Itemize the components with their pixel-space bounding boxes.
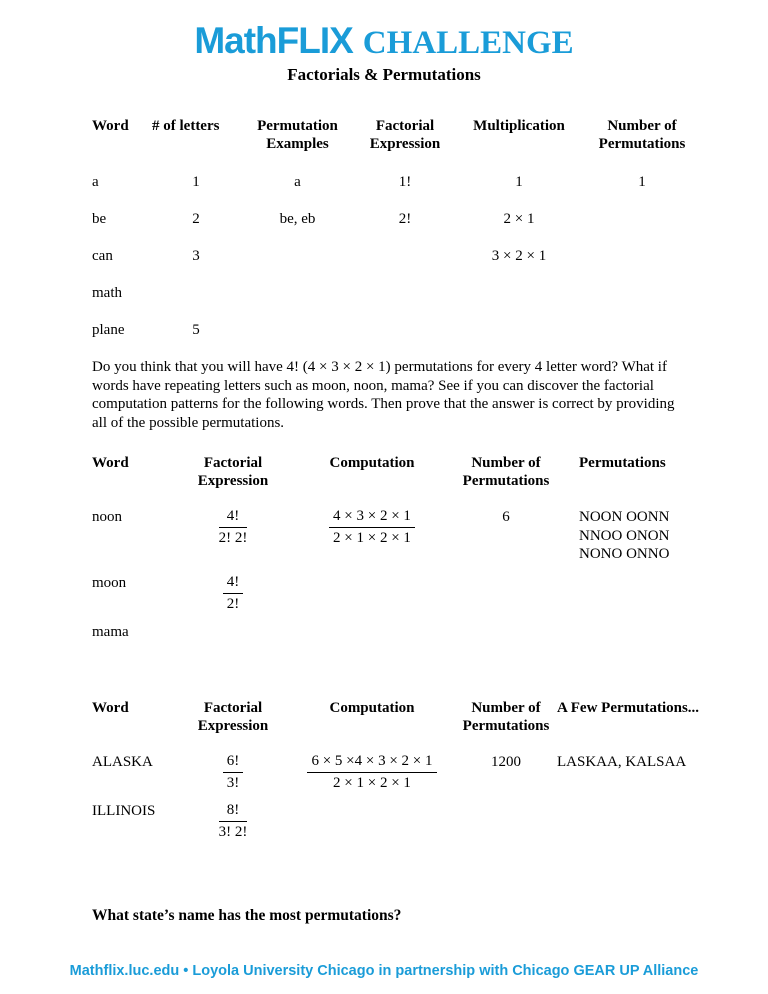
count-cell: 6: [502, 509, 510, 526]
table-cell: [583, 321, 701, 339]
column-header: # of letters: [152, 118, 220, 134]
factorial-cell: [177, 753, 289, 792]
fraction-denominator: 2!: [226, 595, 240, 612]
table-cell: [152, 284, 240, 302]
table-row: [92, 321, 768, 339]
table3: [0, 699, 768, 841]
table-row: [92, 247, 768, 265]
computation-cell: [289, 508, 455, 564]
table-row: [92, 210, 768, 228]
table-cell: a: [294, 174, 301, 190]
table-cell: [240, 321, 355, 339]
table-cell: [240, 284, 355, 302]
page-title: [0, 0, 768, 62]
permutation-line: NOON OONN: [579, 509, 670, 526]
column-header: Factorial Expression: [197, 699, 269, 734]
table2-header-row: [92, 454, 768, 490]
table-cell: 1: [638, 174, 646, 190]
count-cell: [455, 574, 557, 613]
fraction-denominator: 2 × 1 × 2 × 1: [333, 530, 411, 547]
fraction-denominator: 3!: [226, 774, 240, 791]
factorial-cell: [177, 508, 289, 564]
permutation-line: NNOO ONON: [579, 527, 670, 544]
column-header: Permutation Examples: [257, 118, 338, 152]
permutations-cell: [557, 802, 742, 841]
table-cell: 2 × 1: [503, 211, 535, 227]
table-cell: 1: [515, 174, 523, 190]
table-row: [92, 508, 768, 564]
computation-cell: [289, 623, 455, 641]
fraction-numerator: 6 × 5 ×4 × 3 × 2 × 1: [307, 753, 436, 773]
count-cell: 1200: [491, 753, 521, 770]
permutations-cell: LASKAA, KALSAA: [557, 753, 687, 770]
permutations-cell: [557, 508, 742, 564]
table-cell: a: [92, 174, 99, 190]
table-row: [92, 173, 768, 191]
fraction: [307, 753, 436, 792]
table-cell: can: [92, 248, 113, 264]
fraction: [219, 508, 248, 547]
column-header: Computation: [329, 455, 415, 472]
fraction-numerator: 4!: [219, 508, 248, 528]
footer-credit: Mathflix.luc.edu • Loyola University Chicago in partnership with Chicago GEAR UP Alliance: [69, 963, 699, 979]
table3-header-row: [92, 699, 768, 735]
table-row: [92, 753, 768, 792]
table-cell: 2!: [398, 211, 412, 227]
table-cell: 3: [192, 248, 200, 264]
table-cell: [355, 284, 455, 302]
table-cell: [583, 247, 701, 265]
table-cell: [455, 284, 583, 302]
table2: [0, 454, 768, 641]
table-cell: math: [92, 285, 122, 301]
computation-cell: [289, 574, 455, 613]
column-header: Word: [92, 699, 129, 716]
question-text: What state’s name has the most permutations?: [92, 906, 402, 924]
column-header: A Few Permutations...: [557, 699, 700, 716]
column-header: Number of Permutations: [462, 455, 550, 490]
table-row: [92, 623, 768, 641]
count-cell: [455, 802, 557, 841]
column-header: Word: [92, 455, 129, 472]
table-cell: [355, 321, 455, 339]
word-cell: ALASKA: [92, 753, 153, 770]
column-header: Permutations: [579, 455, 666, 472]
word-cell: ILLINOIS: [92, 802, 156, 819]
computation-cell: [289, 753, 455, 792]
factorial-cell: [177, 623, 289, 641]
table-cell: [455, 321, 583, 339]
permutations-cell: [557, 574, 742, 613]
fraction: [223, 574, 244, 613]
column-header: Computation: [329, 699, 415, 716]
factorial-cell: [177, 802, 289, 841]
count-cell: [455, 623, 557, 641]
table-cell: be, eb: [279, 211, 316, 227]
word-cell: noon: [92, 509, 122, 526]
table-cell: [583, 210, 701, 228]
fraction-denominator: 3! 2!: [218, 823, 248, 840]
permutations-cell: [557, 623, 742, 641]
table-cell: [355, 247, 455, 265]
table-row: [92, 574, 768, 613]
fraction-numerator: 4!: [223, 574, 244, 594]
word-cell: moon: [92, 574, 127, 591]
column-header: Number of Permutations: [462, 699, 550, 734]
word-cell: mama: [92, 623, 129, 640]
column-header: Factorial Expression: [197, 455, 269, 490]
page-subtitle: Factorials & Permutations: [287, 65, 481, 84]
intro-paragraph: Do you think that you will have 4! (4 × 3 × 2 × 1) permutations for every 4 letter word? What if words have repeating letters such as moon, noon, mama? See if you can discover the factorial computation patterns for the following words. Then prove that the answer is correct by providing all of the possible permutations.: [92, 359, 675, 431]
table-cell: 2: [192, 211, 200, 227]
table-cell: 1: [192, 174, 200, 190]
mathflix-logo: MathFLIX: [194, 20, 353, 61]
computation-cell: [289, 802, 455, 841]
column-header: Word: [92, 118, 129, 134]
table-row: [92, 802, 768, 841]
permutation-line: NONO ONNO: [579, 546, 670, 563]
fraction: [329, 508, 415, 547]
fraction-numerator: 8!: [219, 802, 248, 822]
table-cell: be: [92, 211, 107, 227]
table-cell: 5: [192, 322, 200, 338]
table-cell: plane: [92, 322, 125, 338]
table-cell: 1!: [398, 174, 412, 190]
table1-header-row: [92, 117, 768, 153]
fraction: [219, 802, 248, 841]
column-header: Multiplication: [473, 118, 565, 134]
table-cell: 3 × 2 × 1: [491, 248, 547, 264]
fraction-numerator: 6!: [223, 753, 244, 773]
fraction: [223, 753, 244, 792]
fraction-denominator: 2! 2!: [218, 530, 248, 547]
table-cell: [240, 247, 355, 265]
column-header: Factorial Expression: [369, 118, 441, 152]
column-header: Number of Permutations: [598, 118, 686, 152]
factorial-cell: [177, 574, 289, 613]
challenge-title: CHALLENGE: [362, 25, 574, 61]
table-cell: [583, 284, 701, 302]
fraction-denominator: 2 × 1 × 2 × 1: [333, 774, 411, 791]
fraction-numerator: 4 × 3 × 2 × 1: [329, 508, 415, 528]
table-row: [92, 284, 768, 302]
